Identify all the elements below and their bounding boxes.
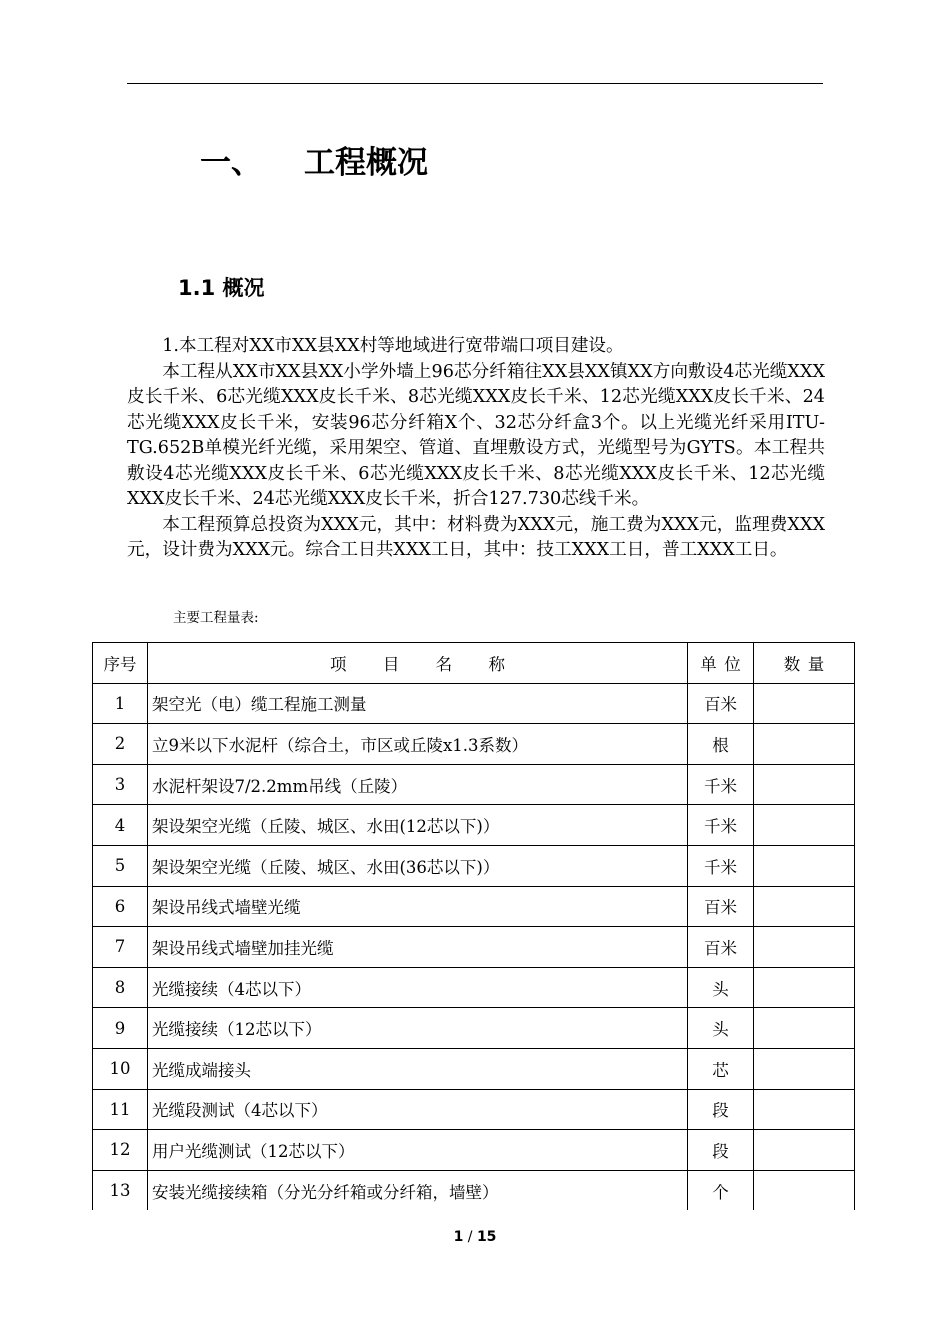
cell-qty [754, 1008, 855, 1049]
cell-unit: 百米 [688, 886, 754, 927]
section-heading: 1.1 概况 [178, 276, 265, 300]
cell-qty [754, 1130, 855, 1171]
page-number: 1 [453, 1229, 464, 1245]
cell-seq: 13 [93, 1170, 148, 1210]
cell-name: 架设架空光缆（丘陵、城区、水田(12芯以下)） [148, 805, 688, 846]
table-row [93, 1170, 855, 1210]
table-row [93, 1130, 855, 1171]
cell-qty [754, 1089, 855, 1130]
cell-unit: 段 [688, 1089, 754, 1130]
cell-name: 架空光（电）缆工程施工测量 [148, 683, 688, 724]
table-row [93, 886, 855, 927]
cell-qty [754, 805, 855, 846]
table-row [93, 805, 855, 846]
page-separator: / [463, 1229, 477, 1245]
chapter-heading [200, 140, 428, 186]
quantity-table [92, 642, 855, 1210]
cell-name: 水泥杆架设7/2.2mm吊线（丘陵） [148, 764, 688, 805]
table-row [93, 724, 855, 765]
header-unit: 单位 [688, 643, 754, 684]
table-row [93, 1008, 855, 1049]
cell-seq: 11 [93, 1089, 148, 1130]
cell-name: 光缆段测试（4芯以下） [148, 1089, 688, 1130]
cell-unit: 千米 [688, 764, 754, 805]
paragraph: 本工程预算总投资为XXX元，其中：材料费为XXX元，施工费为XXX元，监理费XXX元，设计费为XXX元。综合工日共XXX工日，其中：技工XXX工日，普工XXX工日。 [127, 514, 825, 560]
cell-name: 立9米以下水泥杆（综合土，市区或丘陵x1.3系数） [148, 724, 688, 765]
table-row [93, 845, 855, 886]
cell-qty [754, 886, 855, 927]
cell-qty [754, 724, 855, 765]
cell-name: 光缆接续（4芯以下） [148, 967, 688, 1008]
table-row [93, 683, 855, 724]
cell-name: 架设吊线式墙壁光缆 [148, 886, 688, 927]
header-qty: 数量 [754, 643, 855, 684]
body-text [127, 334, 825, 564]
cell-seq: 7 [93, 927, 148, 968]
cell-qty [754, 683, 855, 724]
cell-name: 光缆接续（12芯以下） [148, 1008, 688, 1049]
chapter-title: 工程概况 [304, 145, 428, 181]
cell-name: 架设吊线式墙壁加挂光缆 [148, 927, 688, 968]
table-row [93, 967, 855, 1008]
cell-unit: 千米 [688, 845, 754, 886]
header-seq: 序号 [93, 643, 148, 684]
cell-qty [754, 1170, 855, 1210]
cell-qty [754, 845, 855, 886]
cell-unit: 头 [688, 1008, 754, 1049]
cell-seq: 8 [93, 967, 148, 1008]
cell-qty [754, 967, 855, 1008]
cell-seq: 3 [93, 764, 148, 805]
cell-unit: 段 [688, 1130, 754, 1171]
paragraph: 本工程从XX市XX县XX小学外墙上96芯分纤箱往XX县XX镇XX方向敷设4芯光缆XXX皮长千米、6芯光缆XXX皮长千米、8芯光缆XXX皮长千米、12芯光缆XXX皮长千米、24芯光缆XXX皮长千米，安装96芯分纤箱X个、32芯分纤盒3个。以上光缆光纤采用ITU-TG.652B单模光纤光缆，采用架空、管道、直埋敷设方式，光缆型号为GYTS。本工程共敷设4芯光缆XXX皮长千米、6芯光缆XXX皮长千米、8芯光缆XXX皮长千米、12芯光缆XXX皮长千米、24芯光缆XXX皮长千米，折合127.730芯线千米。 [127, 361, 825, 509]
cell-unit: 个 [688, 1170, 754, 1210]
header-name: 项目名称 [148, 643, 688, 684]
cell-seq: 4 [93, 805, 148, 846]
page-total: 15 [476, 1229, 497, 1245]
table-row [93, 927, 855, 968]
table-caption: 主要工程量表: [173, 610, 259, 626]
cell-unit: 根 [688, 724, 754, 765]
cell-seq: 1 [93, 683, 148, 724]
cell-name: 架设架空光缆（丘陵、城区、水田(36芯以下)） [148, 845, 688, 886]
table-row [93, 1089, 855, 1130]
cell-unit: 千米 [688, 805, 754, 846]
cell-seq: 2 [93, 724, 148, 765]
paragraph: 1.本工程对XX市XX县XX村等地域进行宽带端口项目建设。 [162, 336, 624, 356]
cell-name: 用户光缆测试（12芯以下） [148, 1130, 688, 1171]
cell-name: 光缆成端接头 [148, 1048, 688, 1089]
chapter-number: 一、 [200, 145, 262, 181]
table-row [93, 1048, 855, 1089]
table-header-row [93, 643, 855, 684]
cell-seq: 5 [93, 845, 148, 886]
table-row [93, 764, 855, 805]
cell-seq: 10 [93, 1048, 148, 1089]
header-rule [127, 83, 823, 84]
page-footer [0, 1229, 950, 1245]
cell-seq: 9 [93, 1008, 148, 1049]
cell-qty [754, 1048, 855, 1089]
cell-unit: 百米 [688, 683, 754, 724]
cell-qty [754, 764, 855, 805]
cell-seq: 12 [93, 1130, 148, 1171]
cell-unit: 头 [688, 967, 754, 1008]
cell-seq: 6 [93, 886, 148, 927]
cell-name: 安装光缆接续箱（分光分纤箱或分纤箱，墙壁） [148, 1170, 688, 1210]
cell-unit: 百米 [688, 927, 754, 968]
cell-unit: 芯 [688, 1048, 754, 1089]
cell-qty [754, 927, 855, 968]
table-body [93, 683, 855, 1210]
